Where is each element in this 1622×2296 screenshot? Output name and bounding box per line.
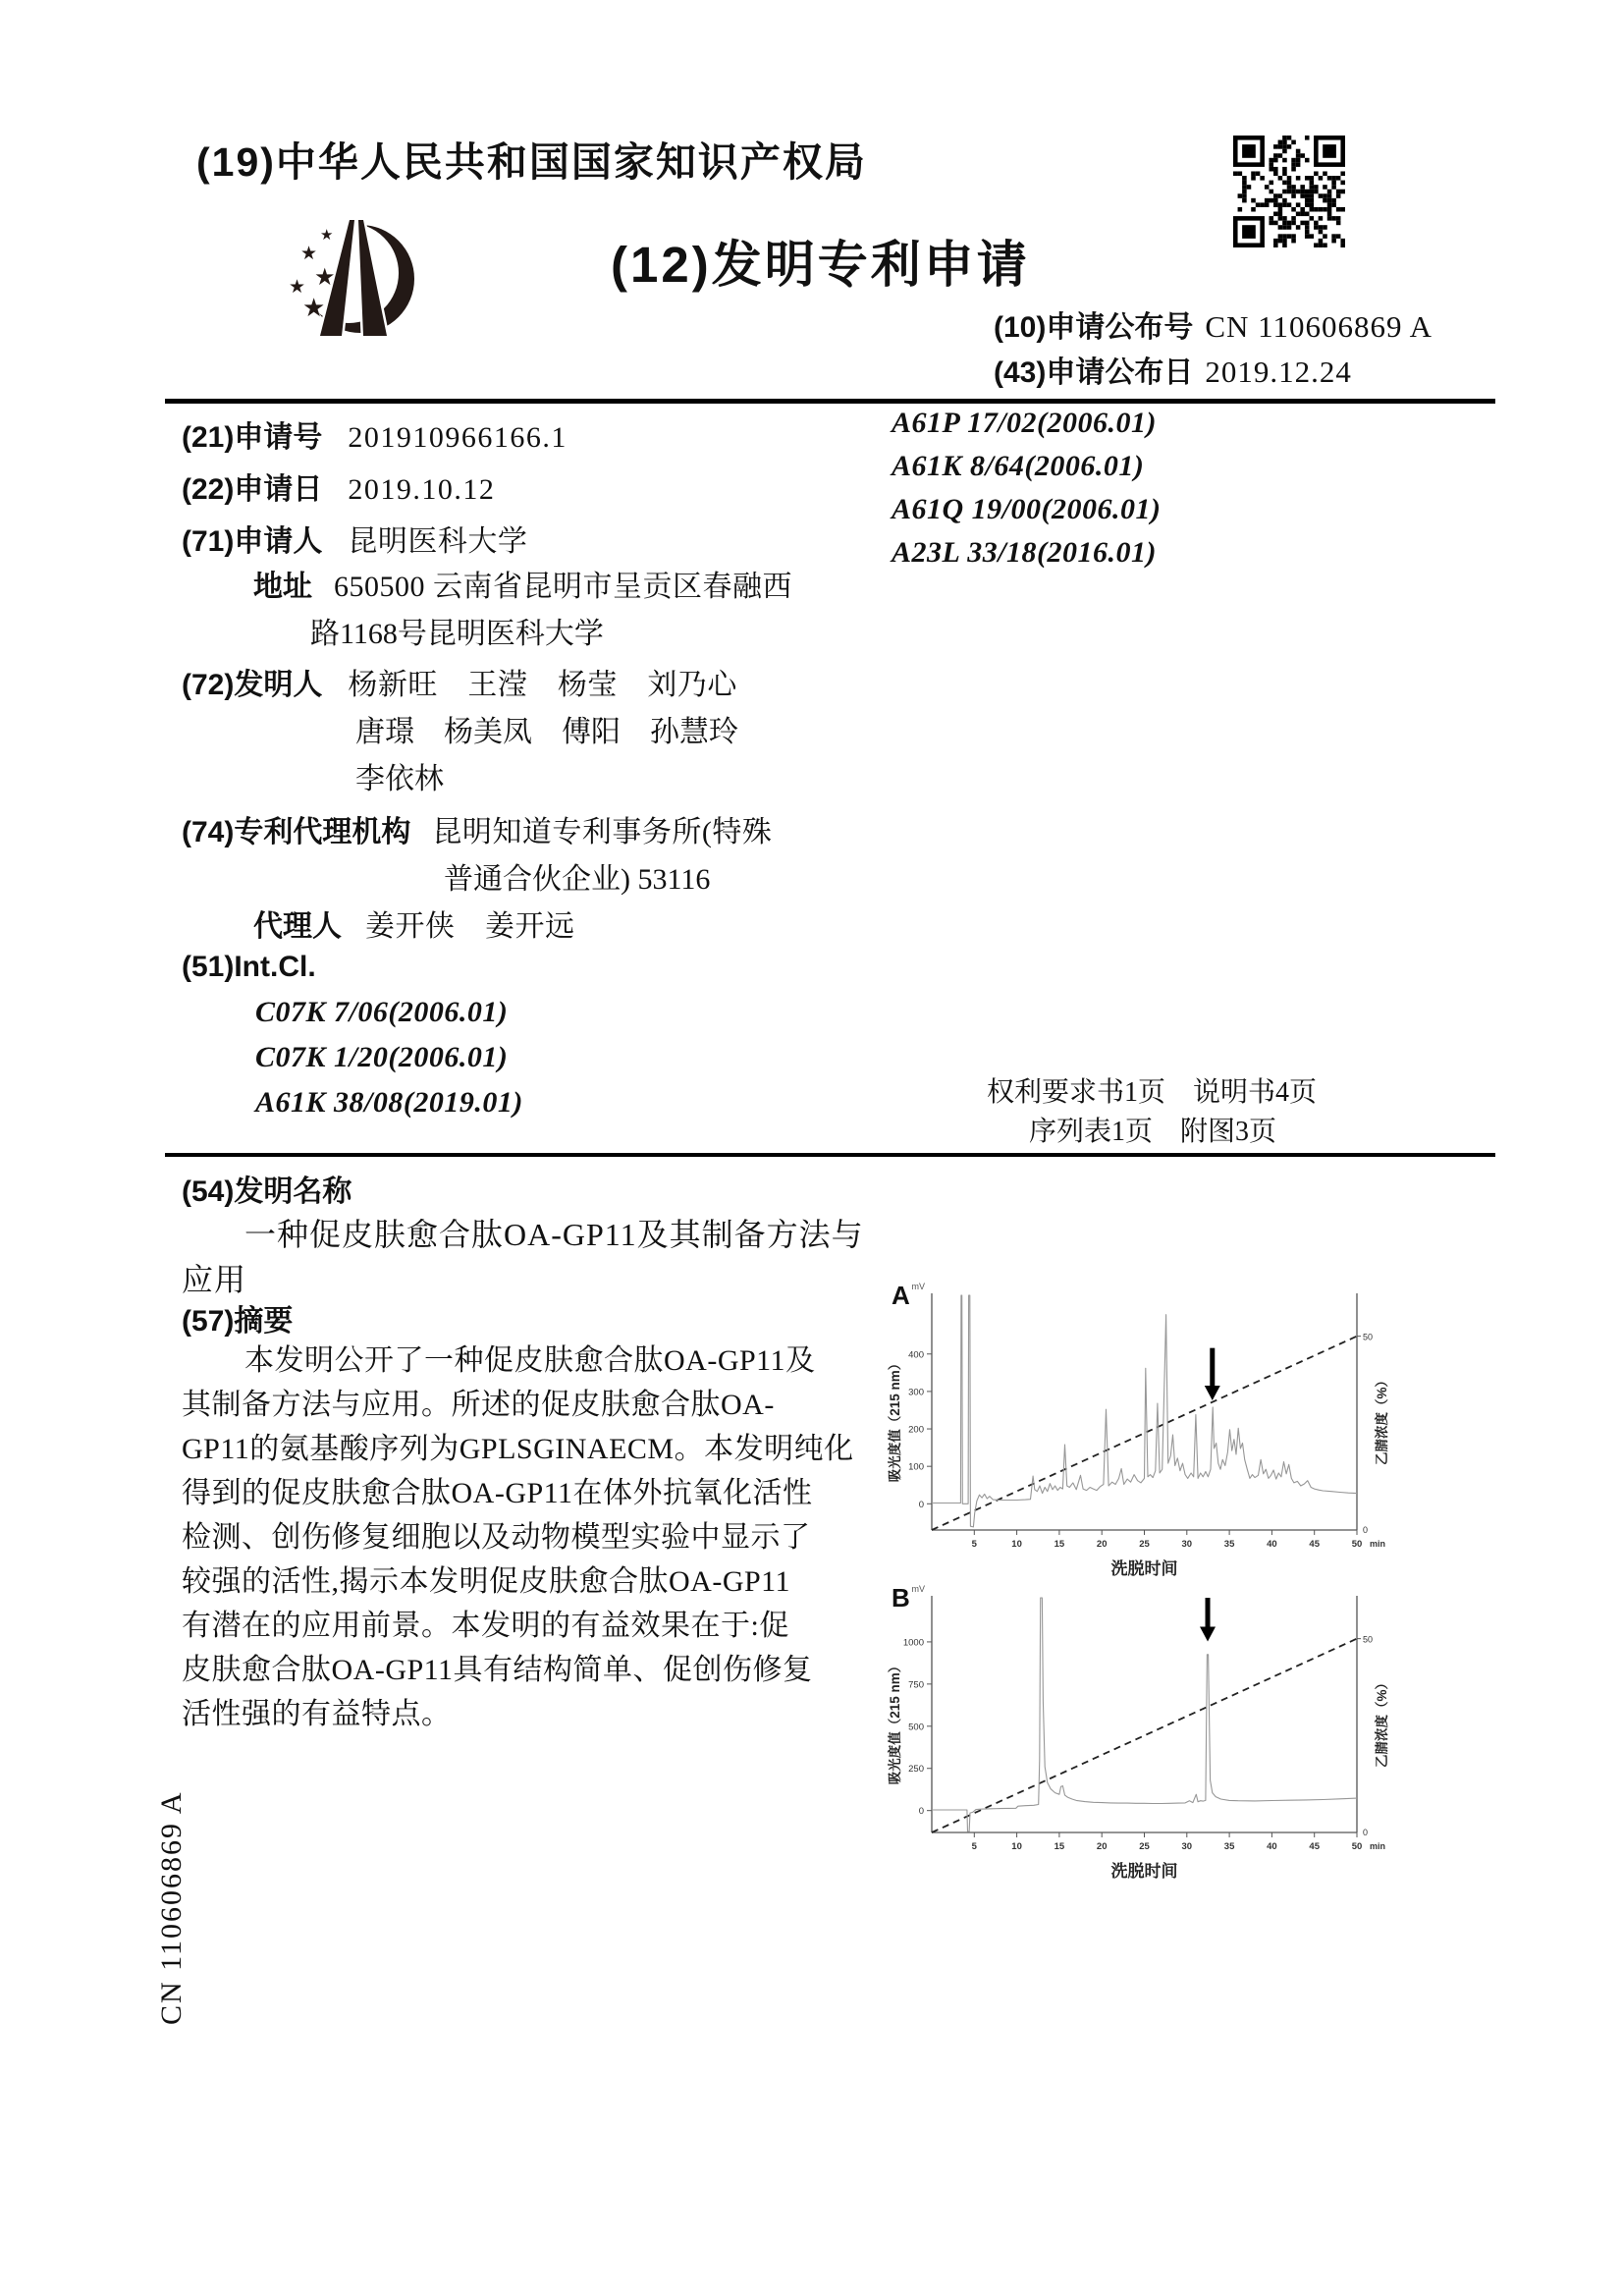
- svg-text:300: 300: [908, 1387, 924, 1398]
- svg-text:0: 0: [918, 1806, 924, 1818]
- svg-text:40: 40: [1267, 1539, 1277, 1550]
- figure-b-chromatogram: [880, 1573, 1410, 1892]
- svg-text:乙腈浓度（%）: 乙腈浓度（%）: [1375, 1675, 1389, 1769]
- invention-title-line1: 一种促皮肤愈合肽OA-GP11及其制备方法与: [244, 1217, 864, 1252]
- publication-date-label: (43)申请公布日: [994, 356, 1194, 389]
- body-divider-rule: [165, 1153, 1495, 1157]
- abstract-line: GP11的氨基酸序列为GPLSGINAECM。本发明纯化: [182, 1433, 854, 1465]
- svg-text:吸光度值（215 nm）: 吸光度值（215 nm）: [888, 1659, 902, 1785]
- pages-info-line2: 序列表1页 附图3页: [1029, 1117, 1277, 1147]
- abstract-line: 本发明公开了一种促皮肤愈合肽OA-GP11及: [244, 1344, 816, 1377]
- svg-text:50: 50: [1363, 1332, 1374, 1342]
- svg-text:35: 35: [1223, 1539, 1235, 1550]
- svg-text:100: 100: [908, 1461, 924, 1473]
- inventors-row: [182, 660, 737, 703]
- applicant-row: [182, 517, 527, 560]
- intcl-item: C07K 7/06(2006.01): [255, 996, 509, 1028]
- agency-label: (74)专利代理机构: [182, 816, 411, 848]
- invention-title-label: (54)发明名称: [182, 1175, 352, 1208]
- cnipa-logo: [263, 214, 418, 352]
- svg-text:750: 750: [908, 1679, 924, 1691]
- svg-text:50: 50: [1351, 1539, 1363, 1550]
- address-label: 地址: [253, 571, 312, 603]
- inventors-label: (72)发明人: [182, 669, 323, 701]
- intcl-item: C07K 1/20(2006.01): [255, 1041, 509, 1073]
- inventors-line3: 李依林: [355, 763, 444, 795]
- svg-text:乙腈浓度（%）: 乙腈浓度（%）: [1375, 1373, 1389, 1466]
- svg-text:30: 30: [1181, 1539, 1193, 1550]
- svg-text:0: 0: [1363, 1525, 1369, 1535]
- svg-text:50: 50: [1363, 1634, 1374, 1645]
- svg-text:10: 10: [1011, 1841, 1022, 1852]
- intcl-label: (51)Int.Cl.: [182, 951, 316, 983]
- qr-code-graphic: [1233, 136, 1345, 247]
- agent-names: 姜开侠 姜开远: [365, 910, 575, 943]
- applicant-value: 昆明医科大学: [348, 525, 528, 558]
- svg-text:0: 0: [1363, 1828, 1369, 1837]
- figure-b-chart: [880, 1573, 1410, 1887]
- svg-text:5: 5: [971, 1539, 977, 1550]
- svg-text:★: ★: [314, 264, 336, 291]
- publication-date-value: 2019.12.24: [1205, 355, 1352, 389]
- svg-text:★: ★: [300, 244, 318, 264]
- svg-text:mV: mV: [911, 1584, 925, 1594]
- svg-text:A: A: [892, 1281, 910, 1310]
- agent-row: [253, 902, 575, 945]
- svg-text:★: ★: [289, 277, 306, 298]
- svg-text:40: 40: [1267, 1841, 1277, 1852]
- application-date-label: (22)申请日: [182, 473, 323, 506]
- address-row: [253, 562, 792, 605]
- ipc-item: A61P 17/02(2006.01): [892, 407, 1158, 439]
- abstract-line: 活性强的有益特点。: [182, 1698, 452, 1730]
- publication-number-row: [994, 302, 1433, 346]
- abstract-line: 较强的活性,揭示本发明促皮肤愈合肽OA-GP11: [182, 1565, 791, 1598]
- ipc-item: A61K 8/64(2006.01): [892, 450, 1145, 482]
- application-number-value: 201910966166.1: [348, 421, 568, 454]
- svg-text:★: ★: [320, 227, 334, 244]
- abstract-label: (57)摘要: [182, 1305, 294, 1338]
- svg-text:10: 10: [1011, 1539, 1022, 1550]
- application-date-value: 2019.10.12: [348, 473, 496, 506]
- abstract-line: 其制备方法与应用。所述的促皮肤愈合肽OA-: [182, 1389, 775, 1421]
- inventors-line1: 杨新旺 王滢 杨莹 刘乃心: [348, 669, 737, 701]
- svg-text:50: 50: [1351, 1841, 1363, 1852]
- svg-text:25: 25: [1139, 1539, 1150, 1550]
- applicant-label: (71)申请人: [182, 525, 323, 558]
- svg-text:0: 0: [918, 1499, 924, 1510]
- ipc-item: A23L 33/18(2016.01): [892, 536, 1158, 569]
- intcl-item: A61K 38/08(2019.01): [255, 1086, 523, 1119]
- publication-date-row: [994, 348, 1352, 391]
- publication-number-label: (10)申请公布号: [994, 311, 1194, 344]
- abstract-line: 检测、创伤修复细胞以及动物模型实验中显示了: [182, 1521, 811, 1554]
- svg-text:洗脱时间: 洗脱时间: [1110, 1862, 1178, 1881]
- svg-text:★: ★: [302, 293, 326, 322]
- svg-text:min: min: [1370, 1539, 1386, 1549]
- svg-text:400: 400: [908, 1349, 924, 1361]
- publication-number-value: CN 110606869 A: [1205, 309, 1433, 344]
- agent-label: 代理人: [253, 910, 342, 943]
- address-line1: 650500 云南省昆明市呈贡区春融西: [334, 571, 792, 603]
- svg-text:45: 45: [1309, 1539, 1320, 1550]
- header-divider-rule: [165, 399, 1495, 404]
- cnipa-logo-graphic: [263, 214, 418, 352]
- abstract-line: 有潜在的应用前景。本发明的有益效果在于:促: [182, 1610, 789, 1642]
- svg-text:洗脱时间: 洗脱时间: [1110, 1559, 1178, 1578]
- application-date-row: [182, 465, 495, 508]
- application-number-row: [182, 412, 568, 456]
- svg-text:500: 500: [908, 1722, 924, 1733]
- side-publication-code: CN 110606869 A: [155, 1790, 188, 2025]
- ipc-item: A61Q 19/00(2006.01): [892, 493, 1162, 525]
- svg-text:250: 250: [908, 1764, 924, 1776]
- figure-a-chromatogram: [880, 1271, 1410, 1590]
- svg-text:30: 30: [1181, 1841, 1193, 1852]
- svg-text:200: 200: [908, 1424, 924, 1436]
- svg-text:20: 20: [1096, 1841, 1108, 1852]
- abstract-line: 皮肤愈合肽OA-GP11具有结构简单、促创伤修复: [182, 1654, 813, 1686]
- svg-text:mV: mV: [911, 1282, 925, 1291]
- svg-text:吸光度值（215 nm）: 吸光度值（215 nm）: [888, 1356, 902, 1483]
- address-line2: 路1168号昆明医科大学: [310, 618, 604, 650]
- svg-text:45: 45: [1309, 1841, 1320, 1852]
- agency-line2: 普通合伙企业) 53116: [444, 863, 711, 896]
- agency-row: [182, 807, 772, 850]
- abstract-line: 得到的促皮肤愈合肽OA-GP11在体外抗氧化活性: [182, 1477, 813, 1509]
- invention-title-line2: 应用: [182, 1262, 247, 1297]
- agency-line1: 昆明知道专利事务所(特殊: [432, 816, 773, 848]
- svg-text:15: 15: [1054, 1841, 1065, 1852]
- svg-text:5: 5: [971, 1841, 977, 1852]
- qr-code: [1233, 136, 1345, 247]
- pages-info-line1: 权利要求书1页 说明书4页: [987, 1077, 1318, 1108]
- application-number-label: (21)申请号: [182, 421, 323, 454]
- svg-text:min: min: [1370, 1841, 1386, 1851]
- svg-text:1000: 1000: [902, 1637, 924, 1649]
- office-line: (19)中华人民共和国国家知识产权局: [196, 139, 867, 185]
- doc-type-title: (12)发明专利申请: [611, 237, 1030, 293]
- svg-text:B: B: [892, 1583, 910, 1613]
- figure-a-chart: [880, 1271, 1410, 1585]
- svg-text:35: 35: [1223, 1841, 1235, 1852]
- svg-text:25: 25: [1139, 1841, 1150, 1852]
- svg-text:20: 20: [1096, 1539, 1108, 1550]
- inventors-line2: 唐璟 杨美凤 傅阳 孙慧玲: [355, 716, 738, 748]
- svg-text:15: 15: [1054, 1539, 1065, 1550]
